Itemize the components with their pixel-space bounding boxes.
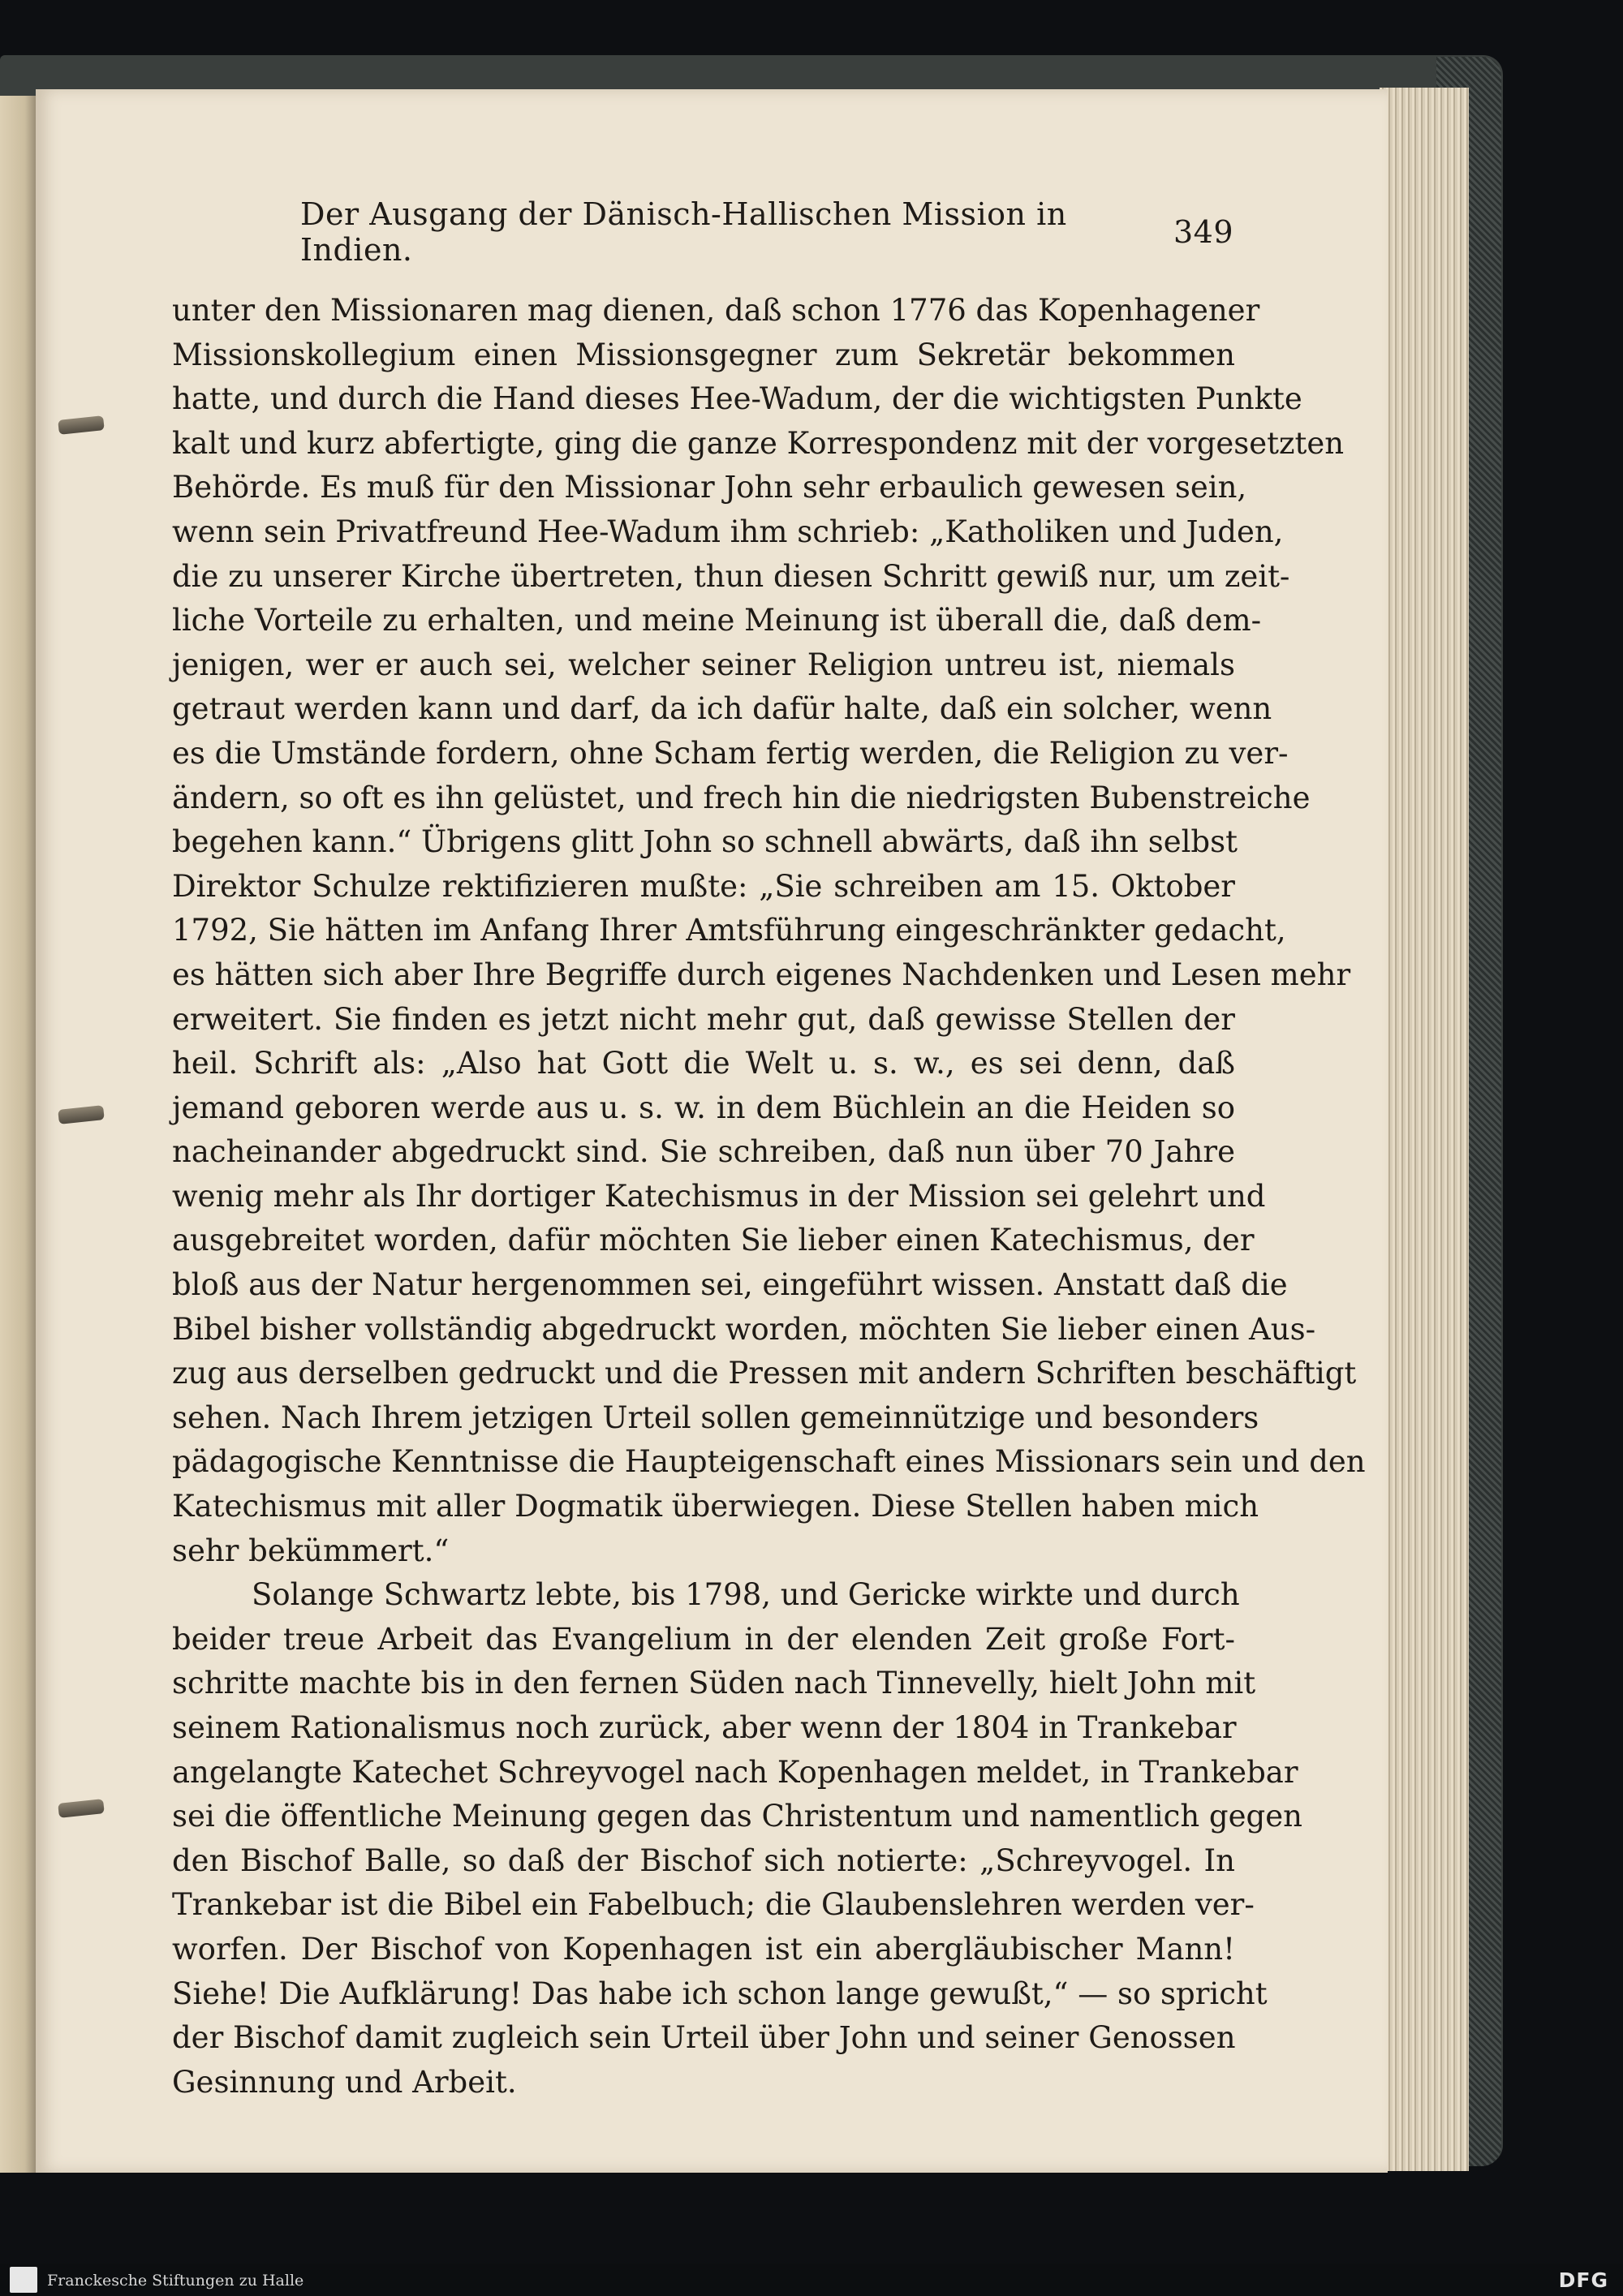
text-line: sehen. Nach Ihrem jetzigen Urteil sollen gemeinnützige und besonders (172, 1400, 1259, 1435)
text-line: ausgebreitet worden, dafür möchten Sie lieber einen Katechismus, der (172, 1223, 1255, 1258)
facing-page-edge (0, 96, 36, 2173)
text-line: 1792, Sie hätten im Anfang Ihrer Amtsführung eingeschränkter gedacht, (172, 913, 1286, 948)
text-line: die zu unserer Kirche übertreten, thun diesen Schritt gewiß nur, um zeit- (172, 558, 1290, 594)
text-line: Trankebar ist die Bibel ein Fabelbuch; die Glaubenslehren werden ver- (172, 1887, 1255, 1923)
institution-label: Franckesche Stiftungen zu Halle (47, 2272, 304, 2290)
text-line: sehr bekümmert.“ (172, 1533, 450, 1568)
running-title: Der Ausgang der Dänisch-Hallischen Mission in Indien. (300, 196, 1067, 268)
text-line: Katechismus mit aller Dogmatik überwiegen. Diese Stellen haben mich (172, 1489, 1259, 1524)
text-line: erweitert. Sie finden es jetzt nicht mehr gut, daß gewisse Stellen der (172, 1001, 1235, 1037)
text-line: wenn sein Privatfreund Hee-Wadum ihm schrieb: „Katholiken und Juden, (172, 514, 1284, 549)
text-line: es hätten sich aber Ihre Begriffe durch eigenes Nachdenken und Lesen mehr (172, 957, 1351, 992)
binding-clip (58, 415, 105, 435)
text-line: wenig mehr als Ihr dortiger Katechismus in der Mission sei gelehrt und (172, 1178, 1266, 1214)
text-line: zug aus derselben gedruckt und die Pressen mit andern Schriften beschäftigt (172, 1356, 1357, 1391)
text-line: heil. Schrift als: „Also hat Gott die Welt u. s. w., es sei denn, daß (172, 1046, 1235, 1081)
dfg-logo: DFG (1558, 2268, 1608, 2292)
text-line: Solange Schwartz lebte, bis 1798, und Gericke wirkte und durch (252, 1577, 1240, 1613)
text-line: den Bischof Balle, so daß der Bischof sich notierte: „Schreyvogel. In (172, 1842, 1235, 1878)
text-line: sei die öffentliche Meinung gegen das Christentum und namentlich gegen (172, 1799, 1302, 1834)
text-line: Gesinnung und Arbeit. (172, 2064, 517, 2100)
text-line: der Bischof damit zugleich sein Urteil über John und seiner Genossen (172, 2020, 1236, 2056)
binding-clip (58, 1799, 105, 1818)
text-line: Siehe! Die Aufklärung! Das habe ich schon lange gewußt,“ — so spricht (172, 1976, 1268, 2011)
text-line: Missionskollegium einen Missionsgegner zum Sekretär bekommen (172, 337, 1235, 372)
page-stack-edge (1380, 88, 1469, 2171)
body-text (172, 289, 1366, 2105)
text-line: seinem Rationalismus noch zurück, aber wenn der 1804 in Trankebar (172, 1710, 1237, 1745)
text-line: kalt und kurz abfertigte, ging die ganze Korrespondenz mit der vorgesetzten (172, 425, 1345, 461)
binding-clip (58, 1105, 105, 1124)
text-line: begehen kann.“ Übrigens glitt John so schnell abwärts, daß ihn selbst (172, 824, 1238, 860)
text-line: getraut werden kann und darf, da ich dafür halte, daß ein solcher, wenn (172, 691, 1272, 727)
text-line: jenigen, wer er auch sei, welcher seiner Religion untreu ist, niemals (172, 647, 1235, 682)
text-line: hatte, und durch die Hand dieses Hee-Wadum, der die wichtigsten Punkte (172, 381, 1302, 417)
text-line: bloß aus der Natur hergenommen sei, eingeführt wissen. Anstatt daß die (172, 1267, 1288, 1303)
text-line: Bibel bisher vollständig abgedruckt worden, möchten Sie lieber einen Aus- (172, 1311, 1316, 1347)
institution-logo (10, 2267, 37, 2293)
text-line: Behörde. Es muß für den Missionar John sehr erbaulich gewesen sein, (172, 470, 1247, 505)
text-line: schritte machte bis in den fernen Süden nach Tinnevelly, hielt John mit (172, 1666, 1256, 1701)
text-line: nacheinander abgedruckt sind. Sie schreiben, daß nun über 70 Jahre (172, 1134, 1235, 1170)
running-header (300, 196, 1233, 268)
text-line: jemand geboren werde aus u. s. w. in dem Büchlein an die Heiden so (172, 1090, 1235, 1125)
text-line: worfen. Der Bischof von Kopenhagen ist ein abergläubischer Mann! (172, 1931, 1235, 1967)
text-line: es die Umstände fordern, ohne Scham fertig werden, die Religion zu ver- (172, 735, 1289, 771)
viewer-footer (0, 2264, 1623, 2296)
text-line: ändern, so oft es ihn gelüstet, und frech hin die niedrigsten Bubenstreiche (172, 780, 1311, 815)
text-line: angelangte Katechet Schreyvogel nach Kopenhagen meldet, in Trankebar (172, 1754, 1298, 1790)
page-number: 349 (1173, 214, 1233, 250)
text-line: beider treue Arbeit das Evangelium in der elenden Zeit große Fort- (172, 1621, 1235, 1657)
text-line: liche Vorteile zu erhalten, und meine Meinung ist überall die, daß dem- (172, 603, 1262, 638)
text-line: pädagogische Kenntnisse die Haupteigenschaft eines Missionars sein und den (172, 1444, 1366, 1480)
text-line: Direktor Schulze rektifizieren mußte: „Sie schreiben am 15. Oktober (172, 868, 1235, 904)
text-line: unter den Missionaren mag dienen, daß schon 1776 das Kopenhagener (172, 293, 1260, 328)
